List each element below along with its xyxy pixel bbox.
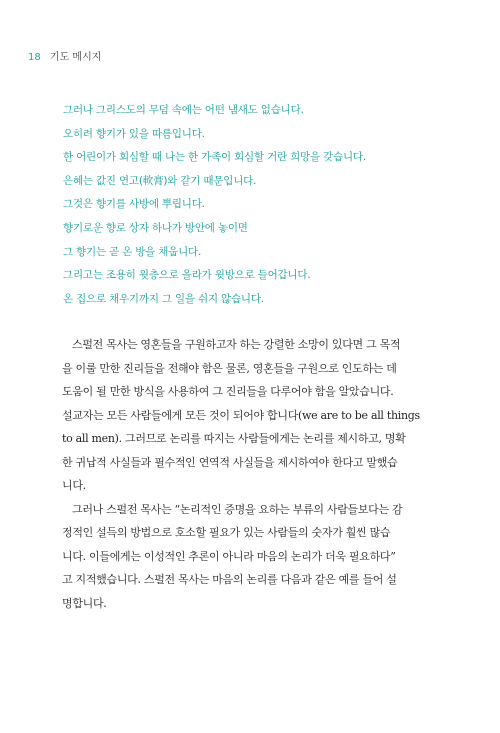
quote-line: 은혜는 값진 연고(軟膏)와 같기 때문입니다.: [63, 174, 257, 187]
body-line: 니다.: [62, 479, 86, 492]
body-line: 설교자는 모든 사람들에게 모든 것이 되어야 합니다(we are to be all things: [62, 408, 420, 422]
quote-line: 그것은 향기를 사방에 뿌립니다.: [63, 198, 205, 211]
body-line: 그러나 스펄전 목사는 “논리적인 증명을 요하는 부류의 사람들보다는 감: [72, 502, 403, 516]
body-line: 을 이룰 만한 진리들을 전해야 함은 물론, 영혼들을 구원으로 인도하는 데: [62, 361, 397, 375]
quote-line: 그러나 그리스도의 무덤 속에는 어떤 냄새도 없습니다.: [63, 104, 304, 116]
quote-line: 오히려 향기가 있을 따름입니다.: [63, 127, 205, 140]
body-line: 정적인 설득의 방법으로 호소할 필요가 있는 사람들의 숫자가 훨씬 많습: [62, 526, 391, 539]
quote-line: 그 향기는 곧 온 방을 채웁니다.: [63, 245, 202, 258]
body-line: 고 지적했습니다. 스펄전 목사는 마음의 논리를 다음과 같은 예를 들어 설: [62, 573, 397, 586]
quote-line: 한 어린이가 회심할 때 나는 한 가족이 회심할 거란 희망을 갖습니다.: [63, 151, 366, 164]
section-title: 기도 메시지: [49, 52, 102, 63]
body-line: 한 귀납적 사실들과 필수적인 연역적 사실들을 제시하여야 한다고 말했습: [62, 455, 398, 469]
body-line: 스펄전 목사는 영혼들을 구원하고자 하는 강렬한 소망이 있다면 그 목적: [72, 338, 401, 351]
quote-line: 향기로운 향로 상자 하나가 방안에 놓이면: [63, 221, 248, 234]
running-header: [28, 48, 101, 63]
page-number: 18: [28, 52, 41, 63]
body-line: 니다. 이들에게는 이성적인 추론이 아니라 마음의 논리가 더욱 필요하다”: [62, 549, 396, 563]
body-line: 명합니다.: [62, 596, 107, 610]
quote-block: [63, 99, 473, 311]
quote-line: 온 집으로 채우기까지 그 일을 쉬지 않습니다.: [63, 292, 264, 305]
body-line: to all men). 그러므로 논리를 따지는 사람들에게는 논리를 제시하고, 명확: [62, 432, 406, 445]
quote-line: 그리고는 조용히 윗층으로 올라가 윗방으로 들어갑니다.: [63, 269, 311, 282]
body-text: [62, 333, 450, 615]
body-line: 도움이 될 만한 방식을 사용하여 그 진리들을 다루어야 함을 알았습니다.: [62, 385, 394, 398]
